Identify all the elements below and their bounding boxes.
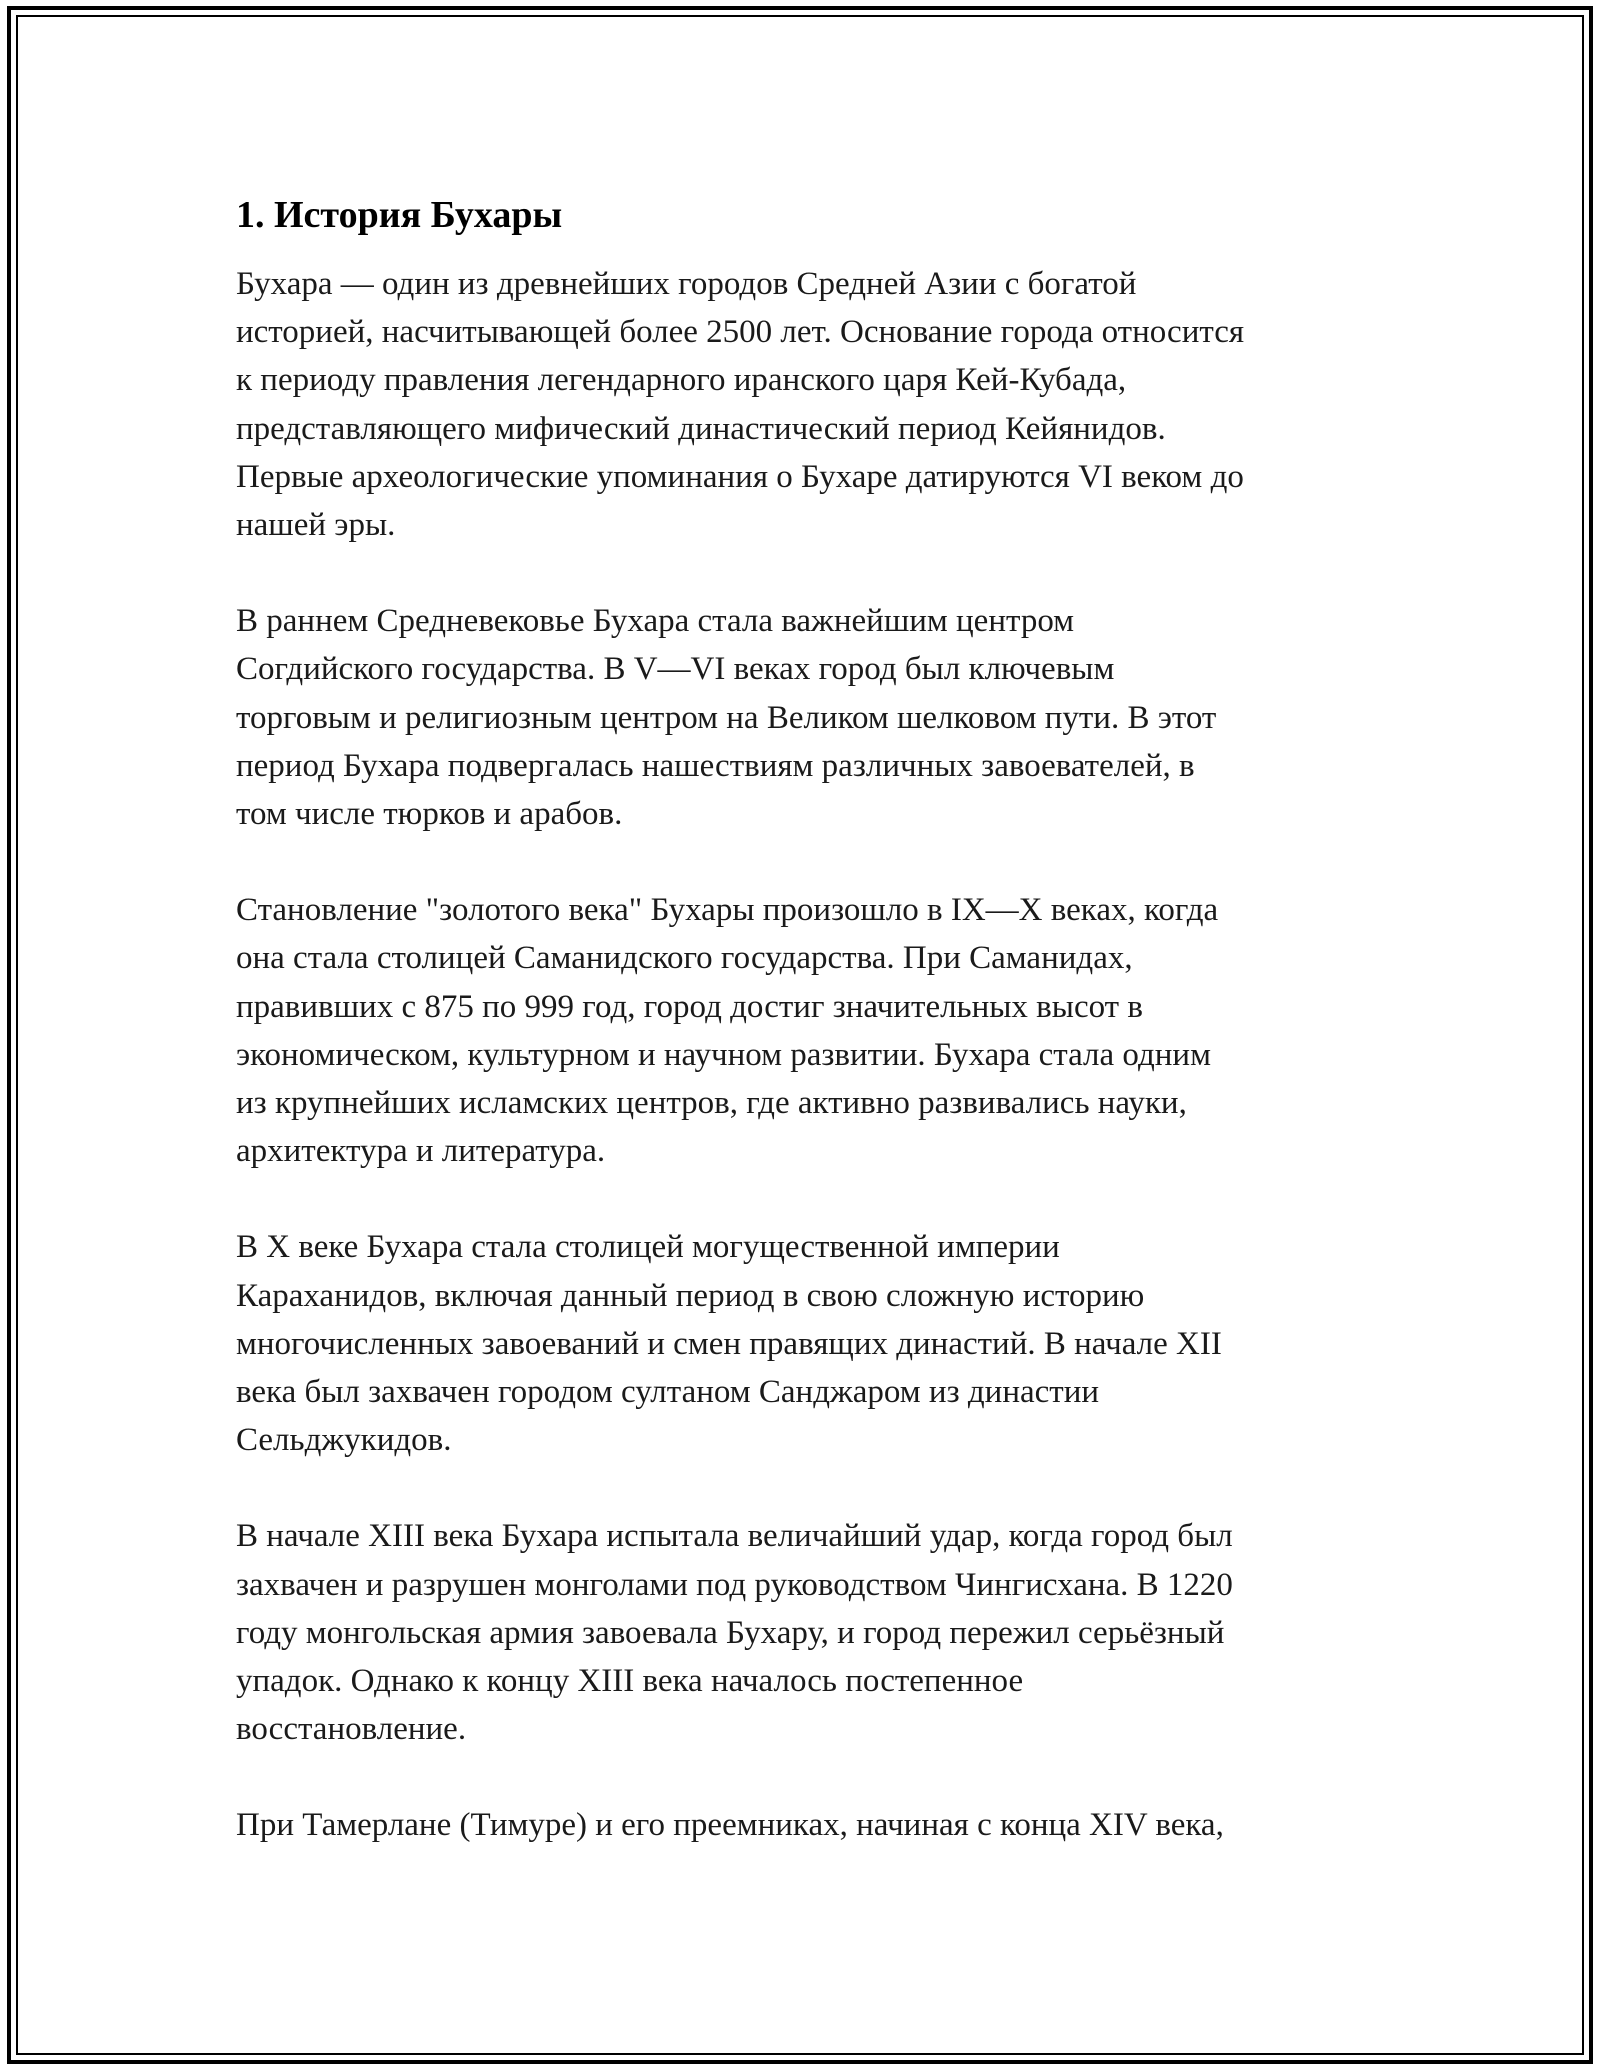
- section-heading: 1. История Бухары: [236, 194, 563, 236]
- paragraph-2: В раннем Средневековье Бухара стала важнейшим центром Согдийского государства. В V—VI веках город был ключевым торговым и религиозным центром на Великом шелковом пути. В этот период Бухара подвергалась нашествиям различных завоевателей, в том числе тюрков и арабов.: [236, 603, 1217, 833]
- paragraph-3: Становление "золотого века" Бухары произошло в IX—X веках, когда она стала столицей Саманидского государства. При Саманидах, правивших с 875 по 999 год, город достиг значительных высот в экономическом, культурном и научном развитии. Бухара стала одним из крупнейших исламских центров, где активно развивались науки, архитектура и литература.: [236, 892, 1219, 1170]
- paragraph-5: В начале XIII века Бухара испытала величайший удар, когда город был захвачен и разрушен монголами под руководством Чингисхана. В 1220 году монгольская армия завоевала Бухару, и город пережил серьёзный упадок. Однако к концу XIII века началось постепенное восстановление.: [236, 1518, 1233, 1748]
- paragraph-1: Бухара — один из древнейших городов Средней Азии с богатой историей, насчитывающей более 2500 лет. Основание города относится к периоду правления легендарного иранского царя Кей-Кубада, представляющего мифический династический период Кейянидов. Первые археологические упоминания о Бухаре датируются VI веком до нашей эры.: [236, 266, 1245, 544]
- paragraph-6: При Тамерлане (Тимуре) и его преемниках, начиная с конца XIV века,: [236, 1807, 1224, 1844]
- document-body: [236, 180, 1376, 1898]
- paragraph-4: В X веке Бухара стала столицей могущественной империи Караханидов, включая данный период в свою сложную историю многочисленных завоеваний и смен правящих династий. В начале XII века был захвачен городом султаном Санджаром из династии Сельджукидов.: [236, 1229, 1222, 1459]
